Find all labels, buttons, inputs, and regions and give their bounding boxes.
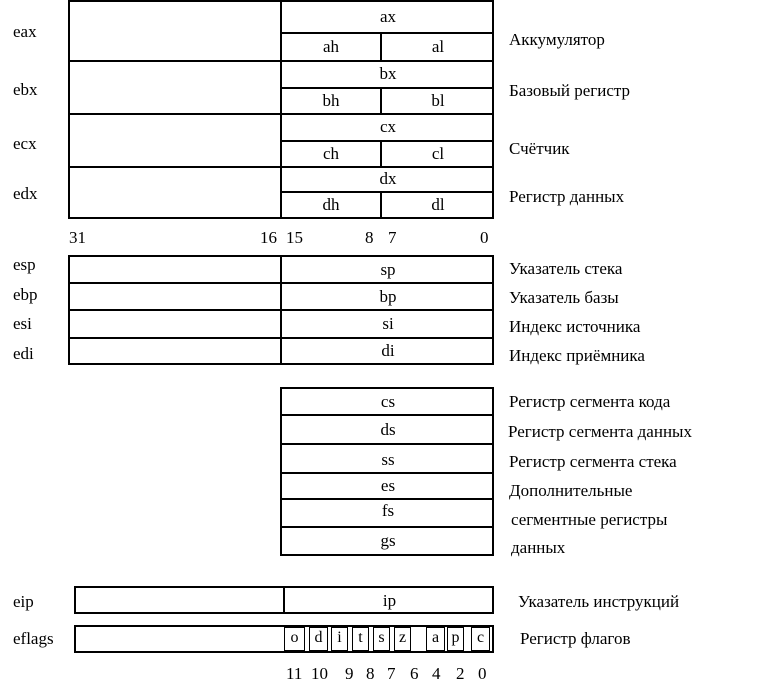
reg-ecx-label: ecx <box>13 134 37 153</box>
flag-bit-10: 10 <box>311 664 328 683</box>
segment-description-ss: Регистр сегмента стека <box>509 452 677 471</box>
reg-ax-label: ax <box>379 7 397 26</box>
reg-ss-label: ss <box>381 450 395 469</box>
reg-ch-label: ch <box>322 144 340 163</box>
bit-7: 7 <box>388 228 397 247</box>
segment-row-separator <box>280 414 494 416</box>
reg-ebp-label: ebp <box>13 285 38 304</box>
flag-bit-2: 2 <box>456 664 465 683</box>
reg-dl-label: dl <box>431 195 445 214</box>
reg-eax-label: eax <box>13 22 37 41</box>
reg-esp-label: esp <box>13 255 36 274</box>
flag-c: c <box>471 627 490 651</box>
reg-sp-label: sp <box>380 260 396 279</box>
reg-cs-label: cs <box>380 392 396 411</box>
reg-ds-label: ds <box>380 420 396 439</box>
bit-0: 0 <box>480 228 489 247</box>
reg-dh-label: dh <box>322 195 340 214</box>
reg-eip-description: Указатель инструкций <box>518 592 680 611</box>
reg-cx-label: cx <box>379 117 397 136</box>
flag-i: i <box>331 627 348 651</box>
gp-row-separator <box>68 60 494 62</box>
flag-bit-4: 4 <box>432 664 441 683</box>
bit-15: 15 <box>286 228 303 247</box>
gp-half-separator <box>280 87 494 89</box>
segment-description-extra-1: Дополнительные <box>509 481 633 500</box>
reg-ah-label: ah <box>322 37 340 56</box>
reg-esp-description: Указатель стека <box>509 259 623 278</box>
reg-di-label: di <box>381 341 395 360</box>
flag-o: o <box>284 627 305 651</box>
gp-row-separator <box>68 113 494 115</box>
reg-cl-label: cl <box>431 144 445 163</box>
reg-ebx-description: Базовый регистр <box>509 81 631 100</box>
reg-fs-label: fs <box>381 501 395 520</box>
reg-bl-label: bl <box>431 91 445 110</box>
reg-ebp-description: Указатель базы <box>509 288 619 307</box>
flag-t: t <box>352 627 369 651</box>
reg-bh-label: bh <box>322 91 340 110</box>
flag-bit-11: 11 <box>286 664 303 683</box>
flag-bit-7: 7 <box>387 664 396 683</box>
reg-si-label: si <box>382 314 394 333</box>
index-row-separator <box>68 309 494 311</box>
gp-half-separator <box>280 32 494 34</box>
reg-esi-label: esi <box>13 314 32 333</box>
reg-edx-label: edx <box>13 184 38 203</box>
flag-bit-9: 9 <box>345 664 354 683</box>
reg-dx-label: dx <box>379 169 397 188</box>
reg-gs-label: gs <box>380 531 396 550</box>
gp-half-separator <box>280 140 494 142</box>
flag-z: z <box>394 627 411 651</box>
flag-bit-8: 8 <box>366 664 375 683</box>
flag-s: s <box>373 627 390 651</box>
segment-description-extra-3: данных <box>511 538 566 557</box>
flag-bit-6: 6 <box>410 664 419 683</box>
bit-8: 8 <box>365 228 374 247</box>
reg-edi-description: Индекс приёмника <box>509 346 645 365</box>
reg-esi-description: Индекс источника <box>509 317 641 336</box>
segment-row-separator <box>280 443 494 445</box>
index-row-separator <box>68 282 494 284</box>
reg-bx-label: bx <box>379 64 397 83</box>
gp-row-separator <box>68 166 494 168</box>
reg-bp-label: bp <box>379 287 397 306</box>
reg-ip-label: ip <box>382 591 397 610</box>
flag-a: a <box>426 627 445 651</box>
reg-ecx-description: Счётчик <box>509 139 570 158</box>
flag-bit-0: 0 <box>478 664 487 683</box>
bit-31: 31 <box>69 228 86 247</box>
flag-d: d <box>309 627 328 651</box>
gp-half-separator <box>280 191 494 193</box>
segment-description-ds: Регистр сегмента данных <box>508 422 692 441</box>
reg-eflags-label: eflags <box>13 629 54 648</box>
reg-eip-label: eip <box>13 592 34 611</box>
reg-ebx-label: ebx <box>13 80 38 99</box>
segment-row-separator <box>280 498 494 500</box>
reg-eflags-description: Регистр флагов <box>520 629 631 648</box>
bit-16: 16 <box>260 228 277 247</box>
flag-p: p <box>447 627 464 651</box>
segment-description-extra-2: сегментные регистры <box>511 510 668 529</box>
segment-description-cs: Регистр сегмента кода <box>509 392 671 411</box>
reg-eax-description: Аккумулятор <box>509 30 605 49</box>
reg-es-label: es <box>380 476 396 495</box>
reg-edi-label: edi <box>13 344 34 363</box>
index-row-separator <box>68 337 494 339</box>
segment-row-separator <box>280 472 494 474</box>
reg-edx-description: Регистр данных <box>509 187 625 206</box>
segment-row-separator <box>280 526 494 528</box>
reg-al-label: al <box>431 37 445 56</box>
